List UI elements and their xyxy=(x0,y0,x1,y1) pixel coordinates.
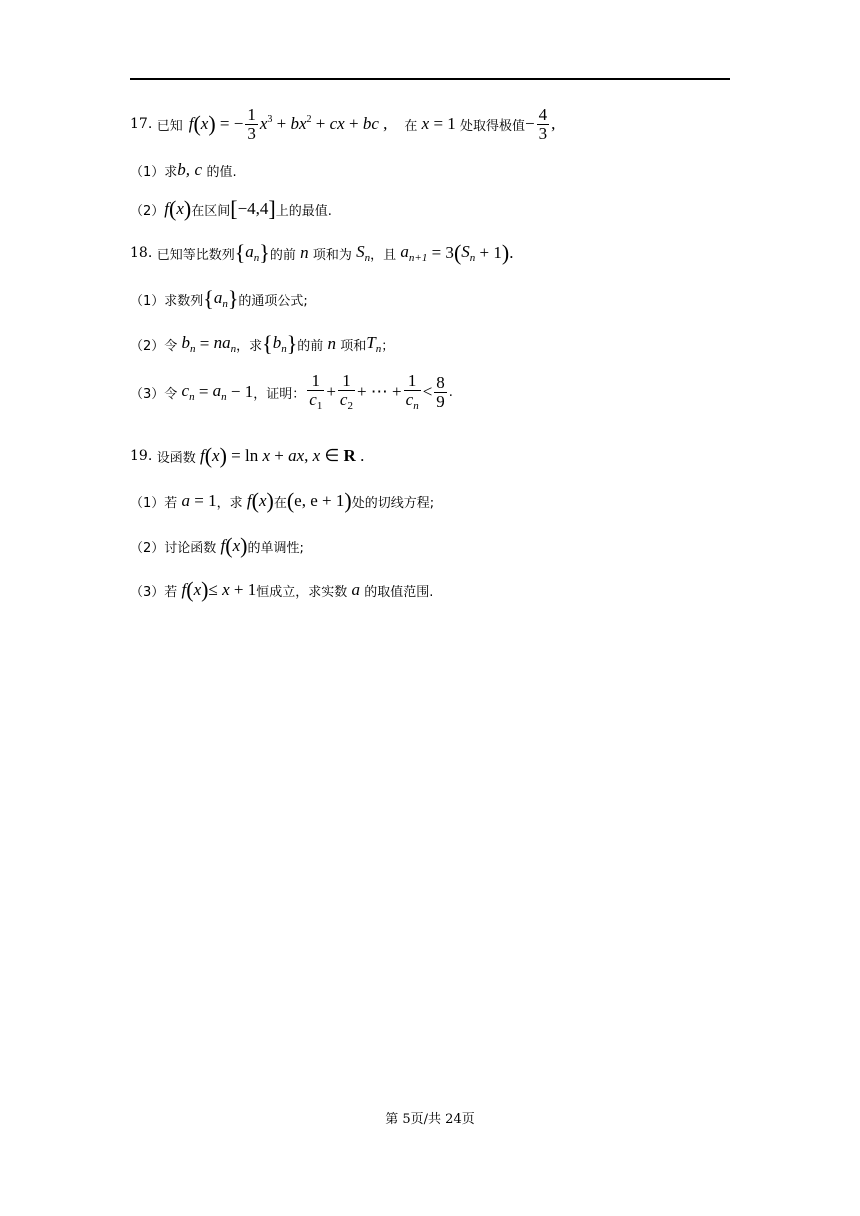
q17-part1: （1）求 b, c 的值. xyxy=(130,160,237,180)
fraction-one-third: $\frac{1}{3}$ xyxy=(247,105,256,143)
q18-stem: 18. 已知等比数列 { $a_n$ } 的前 n 项和为 $S_n$ ，且 $a_{n+1}$ = 3 ( $S_n$ + 1 ) . xyxy=(130,240,514,265)
q18-part2: （2）令 $b_n$ = $na_n$ ，求 { $b_n$ } 的前 n 项和 $T_n$ ； xyxy=(130,331,395,356)
q19-part1: （1）若 a = 1 ，求 f ( x ) 在 ( e, e + 1 ) 处的切线方程; xyxy=(130,488,435,513)
q19-stem: 19. 设函数 f ( x ) = ln x + ax , x ∈ R . xyxy=(130,443,365,468)
q17-stem: 17. 已知 f ( x ) = − $\frac{1}{3}$ $x^3$ + $bx^2$ + cx + bc , 在 x = 1 处取得极值 − $\frac{4}{3}$ , xyxy=(130,105,556,143)
q19-part2: （2）讨论函数 f ( x ) 的单调性; xyxy=(130,533,304,558)
fraction-four-thirds: $\frac{4}{3}$ xyxy=(538,105,548,143)
header-rule xyxy=(130,78,730,80)
page-footer: 第 5页/共 24页 xyxy=(385,1112,475,1127)
q19-part3: （3）若 f ( x ) ≤ x + 1 恒成立，求实数 a 的取值范围. xyxy=(130,577,434,602)
q18-part1: （1）求数列 { $a_n$ } 的通项公式; xyxy=(130,286,308,311)
q18-part3: （3）令 $c_n$ = $a_n$ − 1 ，证明： $\frac{1}{c_1}$ + $\frac{1}{c_2}$ + ⋯ + $\frac{1}{c_n}$ < $\frac{8}{9}$ . xyxy=(130,371,453,412)
q17-part2: （2） f ( x ) 在区间 [ −4,4 ] 上的最值. xyxy=(130,196,332,221)
